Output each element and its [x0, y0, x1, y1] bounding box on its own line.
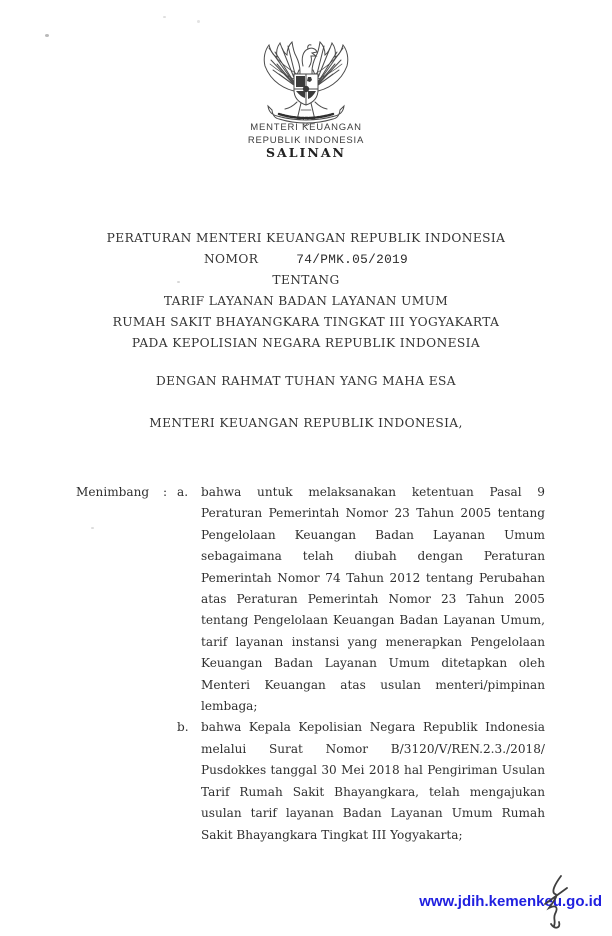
scan-speck [177, 281, 180, 283]
item-text: bahwa untuk melaksanakan ketentuan Pasal 9 Peraturan Pemerintah Nomor 23 Tahun 2005 tentang Pengelolaan Keuangan Badan Layanan Umum sebagaimana telah diubah dengan Peraturan Pemerintah Nomor 74 Tahun 2012 tentang Perubahan atas Peraturan Pemerintah Nomor 23 Tahun 2005 tentang Pengelolaan Keuangan Badan Layanan Umum, tarif layanan instansi yang menerapkan Pengelolaan Keuangan Badan Layanan Umum ditetapkan oleh Menteri Keuangan atas usulan menteri/pimpinan lembaga; [201, 485, 545, 714]
item-text: bahwa Kepala Kepolisian Negara Republik Indonesia melalui Surat Nomor B/3120/V/REN.2.3./2018/ Pusdokkes tanggal 30 Mei 2018 hal Pengiriman Usulan Tarif Rumah Sakit Bhayangkara, telah mengajukan usulan tarif layanan Badan Layanan Umum Rumah Sakit Bhayangkara Tingkat III Yogyakarta; [201, 720, 545, 842]
jdih-watermark-url: www.jdih.kemenkeu.go.id [419, 893, 602, 910]
nomor-value: 74/PMK.05/2019 [296, 252, 409, 267]
scan-speck [197, 20, 200, 23]
subject-line3: PADA KEPOLISIAN NEGARA REPUBLIK INDONESIA [131, 336, 481, 350]
consideration-item-b [177, 717, 545, 845]
considerations-section [76, 482, 545, 846]
ministry-line1: MENTERI KEUANGAN [250, 122, 362, 133]
garuda-pancasila-emblem-icon [255, 40, 357, 128]
invocation-line: DENGAN RAHMAT TUHAN YANG MAHA ESA [155, 374, 456, 388]
title-block [0, 228, 612, 354]
nomor-label: NOMOR [203, 252, 259, 266]
considerations-items [177, 482, 545, 846]
ministry-line2: REPUBLIK INDONESIA [247, 134, 365, 146]
subject-line2: RUMAH SAKIT BHAYANGKARA TINGKAT III YOGYAKARTA [112, 315, 500, 329]
scan-speck [91, 527, 94, 529]
considerations-label: Menimbang [76, 485, 150, 499]
consideration-item-a [177, 482, 545, 717]
subject-line1: TARIF LAYANAN BADAN LAYANAN UMUM [163, 294, 449, 308]
tentang-label: TENTANG [272, 273, 340, 287]
item-marker: b. [177, 720, 189, 735]
ministry-header [0, 122, 612, 147]
item-marker: a. [177, 485, 189, 499]
regulation-number-line [0, 249, 612, 270]
copy-label: SALINAN [266, 145, 346, 160]
emblem-wrap [0, 40, 612, 128]
scan-speck [163, 16, 166, 18]
regulation-title: PERATURAN MENTERI KEUANGAN REPUBLIK INDONESIA [106, 231, 506, 245]
authority-line: MENTERI KEUANGAN REPUBLIK INDONESIA, [149, 416, 463, 430]
considerations-colon: : [163, 485, 168, 499]
scan-speck [45, 34, 49, 37]
handwritten-paraf-mark-icon [541, 874, 575, 932]
